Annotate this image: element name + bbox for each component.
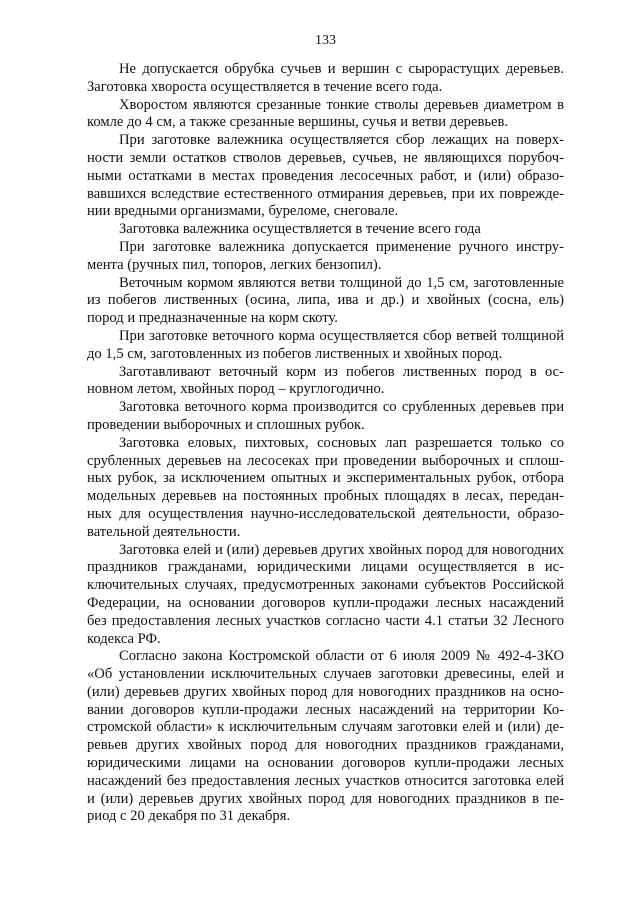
paragraph-deadwood-collection: При заготовке валежника осуществляется сбор лежащих на поверхности земли остатков стволов деревьев, сучьев, не являющихся порубочными остатками в местах проведения лесосечных работ, и (или) образовавшихся вследствие естественного отмирания деревьев, при их повреждении вредными организмами, буреломе, снеговале.: [87, 132, 564, 220]
paragraph-kostroma-law: Согласно закона Костромской области от 6 июля 2009 № 492-4-ЗКО «Об установлении исключительных случаев заготовки древесины, елей и (или) деревьев других хвойных пород для новогодних праздников на основании договоров купли-продажи лесных насаждений на территории Костромской области» к исключительным случаям заготовки елей и (или) деревьев других хвойных пород для новогодних праздников гражданами, юридическими лицами на основании договоров купли-продажи лесных насаждений без предоставления лесных участков относится заготовка елей и (или) деревьев других хвойных пород для новогодних праздников в период с 20 декабря по 31 декабря.: [87, 648, 564, 825]
document-page: [87, 32, 564, 826]
paragraph-deadwood-season: Заготовка валежника осуществляется в течение всего года: [119, 221, 481, 238]
paragraph-browse-fodder-season: Заготавливают веточный корм из побегов лиственных пород в основном летом, хвойных пород – круглогодично.: [87, 363, 564, 398]
paragraph-new-year-trees: Заготовка елей и (или) деревьев других хвойных пород для новогодних праздников гражданами, юридическими лицами осуществляется в исключительных случаях, предусмотренных законами субъектов Российской Федерации, на основании договоров купли-продажи лесных насаждений без предоставления лесных участков согласно части 4.1 статьи 32 Лесного кодекса РФ.: [87, 541, 564, 647]
paragraph-browse-fodder-collection: При заготовке веточного корма осуществляется сбор ветвей толщиной до 1,5 см, заготовленных из побегов лиственных и хвойных пород.: [87, 327, 564, 362]
paragraph-deadwood-tools: При заготовке валежника допускается применение ручного инструмента (ручных пил, топоров, легких бензопил).: [87, 238, 564, 273]
page-number: 133: [315, 33, 336, 48]
paragraph-browse-fodder-source: Заготовка веточного корма производится со срубленных деревьев при проведении выборочных и сплошных рубок.: [87, 399, 564, 433]
paragraph-branch-cutting-prohibition: Не допускается обрубка сучьев и вершин с сырорастущих деревьев. Заготовка хвороста осуществляется в течение всего года.: [87, 61, 564, 95]
paragraph-brushwood-definition: Хворостом являются срезанные тонкие стволы деревьев диаметром в комле до 4 см, а также срезанные вершины, сучья и ветви деревьев.: [87, 96, 564, 131]
paragraph-browse-fodder-definition: Веточным кормом являются ветви толщиной до 1,5 см, заготовленные из побегов лиственных (осина, липа, ива и др.) и хвойных (сосна, ель) пород и предназначенные на корм скоту.: [87, 274, 564, 327]
paragraph-conifer-branches: Заготовка еловых, пихтовых, сосновых лап разрешается только со срубленных деревьев на лесосеках при проведении выборочных и сплошных рубок, за исключением опытных и экспериментальных рубок, отбора модельных деревьев на постоянных пробных площадях в лесах, переданных для осуществления научно-исследовательской деятельности, образовательной деятельности.: [87, 434, 564, 540]
